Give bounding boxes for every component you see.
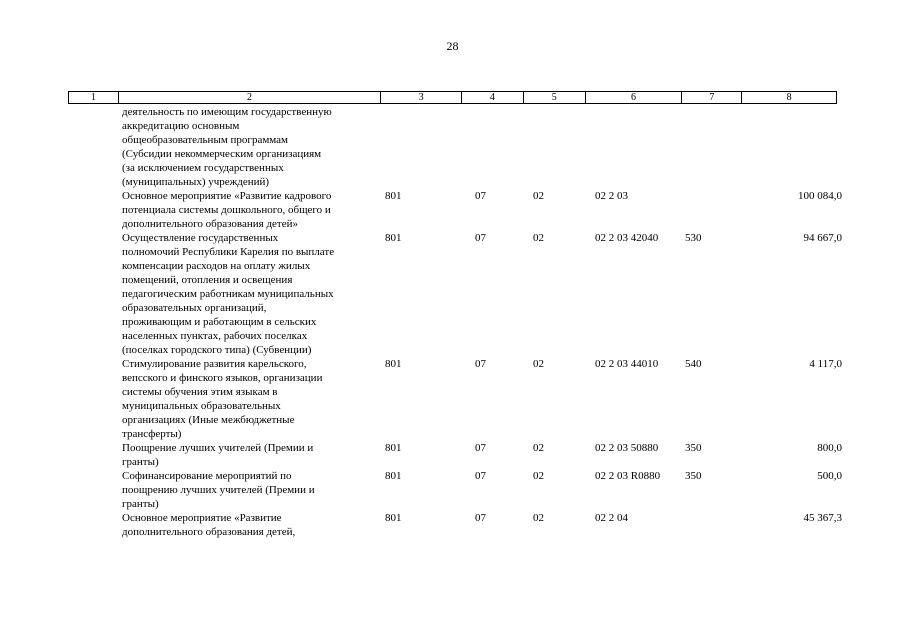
row-sum: 94 667,0	[803, 232, 842, 244]
row-sum: 45 367,3	[803, 512, 842, 524]
header-col-8: 8	[786, 92, 792, 103]
table-row	[122, 105, 842, 189]
row-code: 801	[385, 442, 402, 454]
row-type: 540	[685, 358, 702, 370]
table-header	[68, 91, 837, 104]
page-number: 28	[446, 39, 459, 53]
header-col-1: 1	[69, 92, 119, 103]
row-code: 801	[385, 190, 402, 202]
row-code: 801	[385, 358, 402, 370]
header-col-6: 6	[586, 92, 683, 103]
row-section: 07	[475, 470, 486, 482]
table-row	[122, 511, 842, 539]
table-row	[122, 357, 842, 441]
table-row	[122, 469, 842, 511]
row-name: Стимулирование развития карельского, вепсского и финского языков, организации системы обучения этим языкам в муниципальных образовательных организациях (Иные межбюджетные трансферты)	[122, 358, 323, 440]
row-code: 801	[385, 470, 402, 482]
header-col-3: 3	[381, 92, 462, 103]
row-type: 530	[685, 232, 702, 244]
row-section: 07	[475, 442, 486, 454]
row-sum: 4 117,0	[809, 358, 842, 370]
row-sum: 500,0	[817, 470, 842, 482]
row-target: 02 2 03 R0880	[595, 470, 661, 482]
header-col-5: 5	[524, 92, 586, 103]
table-row	[122, 441, 842, 469]
row-target: 02 2 03 44010	[595, 358, 659, 370]
row-subsection: 02	[533, 358, 544, 370]
row-type: 350	[685, 442, 702, 454]
row-name: Осуществление государственных полномочий Республики Карелия по выплате компенсации расходов на оплату жилых помещений, отопления и освещения педагогическим работникам муниципальных образовательных организаций, проживающим и работающим в сельских населенных пунктах, рабочих поселках (поселках городского типа) (Субвенции)	[122, 232, 335, 356]
row-code: 801	[385, 512, 402, 524]
table-row	[122, 189, 842, 231]
row-subsection: 02	[533, 442, 544, 454]
row-subsection: 02	[533, 512, 544, 524]
row-name: Софинансирование мероприятий по поощрению лучших учителей (Премии и гранты)	[122, 470, 315, 510]
row-subsection: 02	[533, 470, 544, 482]
row-section: 07	[475, 512, 486, 524]
row-section: 07	[475, 358, 486, 370]
row-type: 350	[685, 470, 702, 482]
row-name: Основное мероприятие «Развитие кадрового потенциала системы дошкольного, общего и дополнительного образования детей»	[122, 190, 332, 230]
row-name: Поощрение лучших учителей (Премии и гранты)	[122, 442, 314, 468]
row-name: Основное мероприятие «Развитие дополнительного образования детей,	[122, 512, 296, 538]
row-code: 801	[385, 232, 402, 244]
header-col-4: 4	[462, 92, 524, 103]
row-target: 02 2 04	[595, 512, 628, 524]
header-col-2: 2	[119, 92, 381, 103]
header-col-7: 7	[682, 92, 742, 103]
row-target: 02 2 03	[595, 190, 628, 202]
table-body	[122, 105, 842, 539]
row-section: 07	[475, 190, 486, 202]
row-section: 07	[475, 232, 486, 244]
row-sum: 100 084,0	[798, 190, 842, 202]
row-sum: 800,0	[817, 442, 842, 454]
table-row	[122, 231, 842, 357]
row-name: деятельность по имеющим государственную аккредитацию основным общеобразовательным программам (Субсидии некоммерческим организациям (за исключением государственных (муниципальных) учреждений)	[122, 106, 332, 188]
row-subsection: 02	[533, 232, 544, 244]
row-target: 02 2 03 42040	[595, 232, 659, 244]
row-subsection: 02	[533, 190, 544, 202]
row-target: 02 2 03 50880	[595, 442, 659, 454]
